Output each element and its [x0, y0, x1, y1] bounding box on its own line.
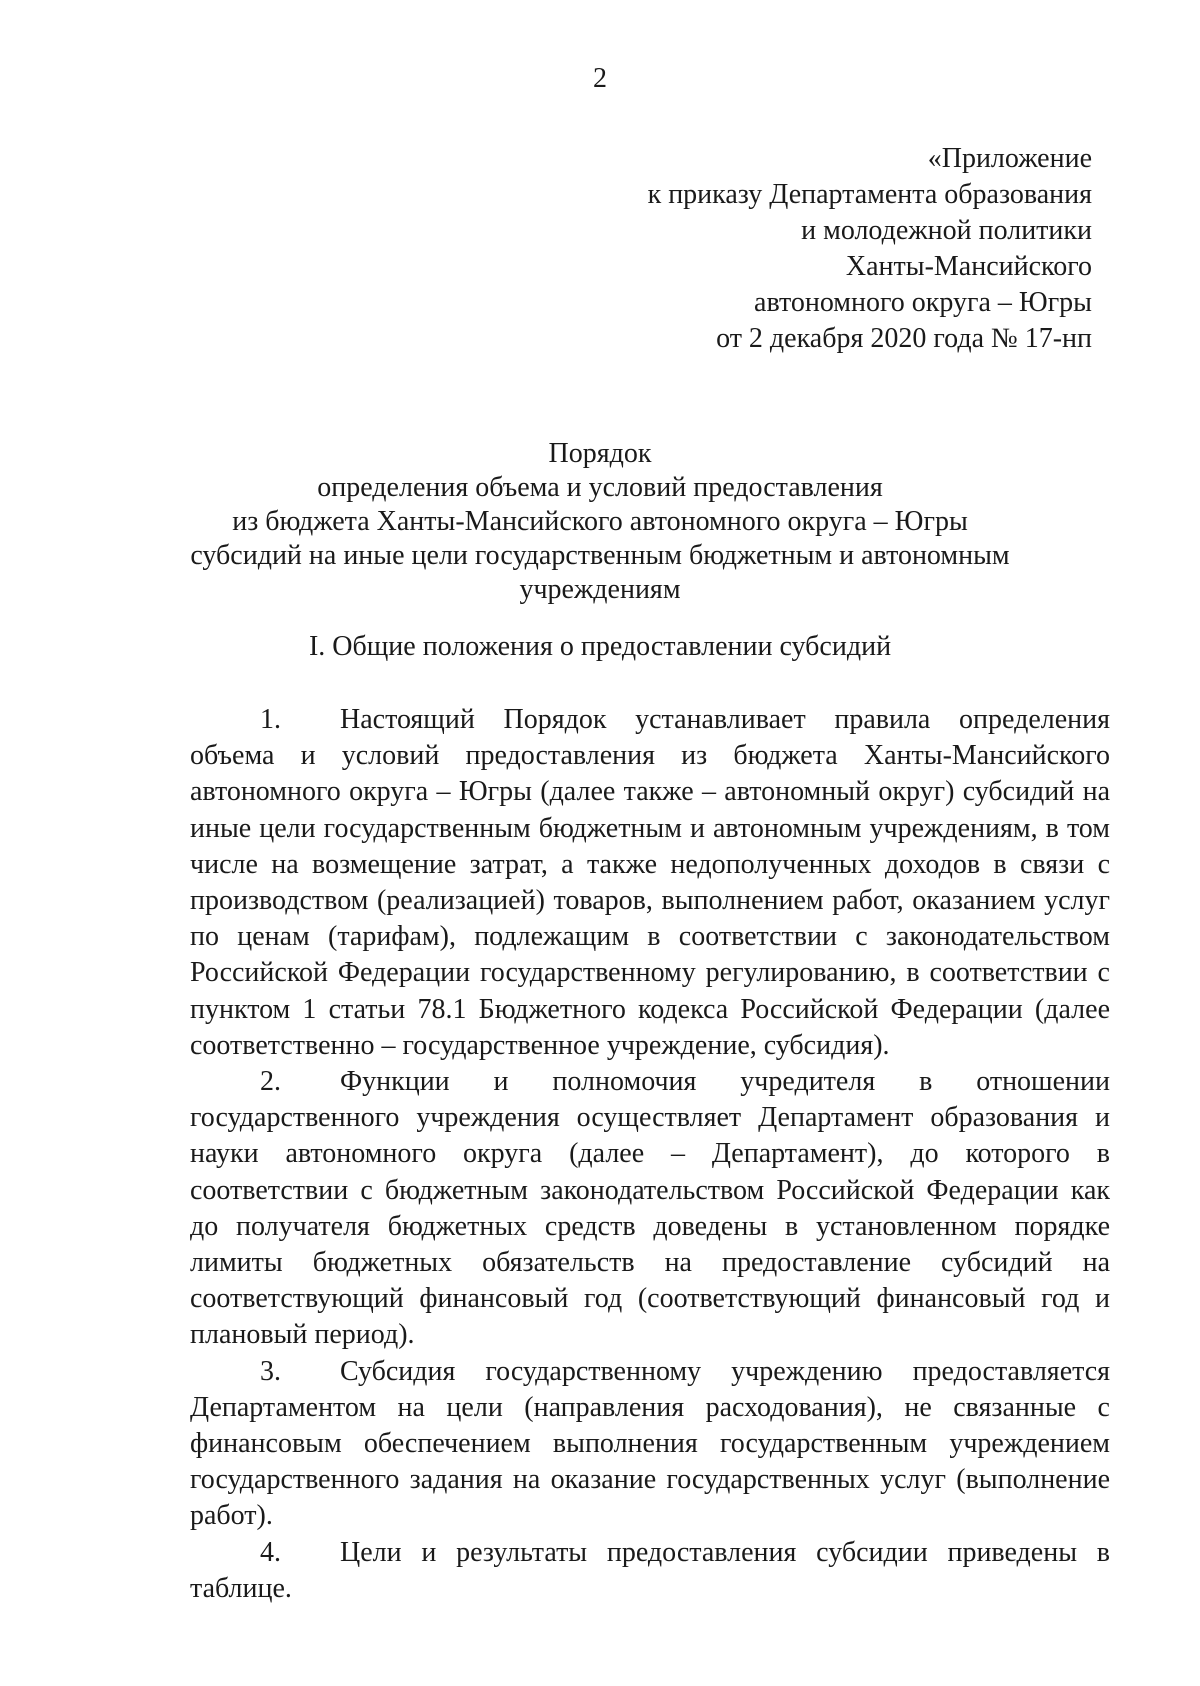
paragraph-number: 3.: [260, 1355, 281, 1387]
paragraph-text: Цели и результаты предоставления субсидии приведены в таблице.: [190, 1536, 1110, 1604]
section-heading: I. Общие положения о предоставлении субсидий: [308, 631, 892, 662]
title-line: учреждениям: [519, 574, 681, 605]
paragraph-1: [190, 702, 1110, 1064]
paragraph-number: 4.: [260, 1536, 281, 1568]
paragraph-number: 2.: [260, 1066, 281, 1098]
document-title: [150, 437, 1050, 607]
paragraph-text: Субсидия государственному учреждению предоставляется Департаментом на цели (направления расходования), не связанные с финансовым обеспечением выполнения государственным учреждением государственного задания на оказание государственных услуг (выполнение работ).: [190, 1355, 1110, 1532]
paragraph-text: Функции и полномочия учредителя в отношении государственного учреждения осуществляет Департамент образования и науки автономного округа (далее – Департамент), до которого в соответствии с бюджетным законодательством Российской Федерации как до получателя бюджетных средств доведены в установленном порядке лимиты бюджетных обязательств на предоставление субсидий на соответствующий финансовый год (соответствующий финансовый год и плановый период).: [190, 1066, 1110, 1351]
paragraph-text: Настоящий Порядок устанавливает правила определения объема и условий предоставления из бюджета Ханты-Мансийского автономного округа – Югры (далее также – автономный округ) субсидий на иные цели государственным бюджетным и автономным учреждениям, в том числе на возмещение затрат, а также недополученных доходов в связи с производством (реализацией) товаров, выполнением работ, оказанием услуг по ценам (тарифам), подлежащим в соответствии с законодательством Российской Федерации государственному регулированию, в соответствии с пунктом 1 статьи 78.1 Бюджетного кодекса Российской Федерации (далее соответственно – государственное учреждение, субсидия).: [190, 704, 1110, 1061]
title-line: субсидий на иные цели государственным бюджетным и автономным: [190, 540, 1010, 571]
appendix-line: от 2 декабря 2020 года № 17-нп: [716, 323, 1092, 354]
title-line: определения объема и условий предоставления: [317, 472, 883, 503]
paragraph-4: [190, 1535, 1110, 1607]
paragraph-2: [190, 1064, 1110, 1354]
paragraph-3: [190, 1354, 1110, 1535]
appendix-line: «Приложение: [927, 143, 1092, 174]
appendix-reference: [572, 141, 1092, 357]
appendix-line: автономного округа – Югры: [754, 287, 1092, 318]
title-line: Порядок: [548, 438, 652, 469]
appendix-line: Ханты-Мансийского: [845, 251, 1092, 282]
appendix-line: и молодежной политики: [801, 215, 1092, 246]
document-body: [190, 702, 1110, 1607]
paragraph-number: 1.: [260, 704, 281, 735]
page-number: 2: [593, 63, 607, 94]
appendix-line: к приказу Департамента образования: [647, 179, 1092, 210]
title-line: из бюджета Ханты-Мансийского автономного округа – Югры: [232, 506, 968, 537]
